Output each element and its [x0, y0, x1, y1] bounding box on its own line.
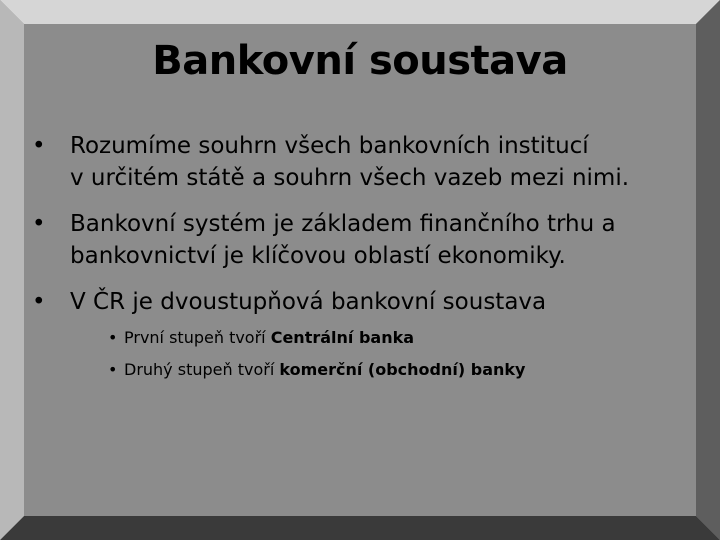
- bullet-text: V ČR je dvoustupňová bankovní soustava: [70, 289, 547, 315]
- frame-bevel-bottom: [0, 516, 720, 540]
- slide-title: Bankovní soustava: [152, 38, 568, 84]
- sub-bullet-item: [106, 354, 720, 386]
- sub-bullet-prefix: Druhý stupeň tvoří: [124, 360, 280, 379]
- frame-bevel-top: [0, 0, 720, 24]
- bullet-text: Rozumíme souhrn všech bankovních institucí: [70, 133, 589, 159]
- sub-bullet-list: [106, 322, 720, 386]
- bullet-text: Bankovní systém je základem finančního trhu a: [70, 211, 616, 237]
- bullet-text: bankovnictví je klíčovou oblastí ekonomiky.: [70, 243, 566, 269]
- bullet-text: v určitém státě a souhrn všech vazeb mezi nimi.: [70, 165, 630, 191]
- bullet-item: [30, 286, 690, 386]
- bullet-list: [30, 130, 690, 400]
- sub-bullet-item: [106, 322, 720, 354]
- bullet-item: [30, 208, 690, 272]
- sub-bullet-emphasis: Centrální banka: [270, 328, 415, 347]
- sub-bullet-prefix: První stupeň tvoří: [124, 328, 271, 347]
- bullet-item: [30, 130, 690, 194]
- sub-bullet-emphasis: komerční (obchodní) banky: [279, 360, 526, 379]
